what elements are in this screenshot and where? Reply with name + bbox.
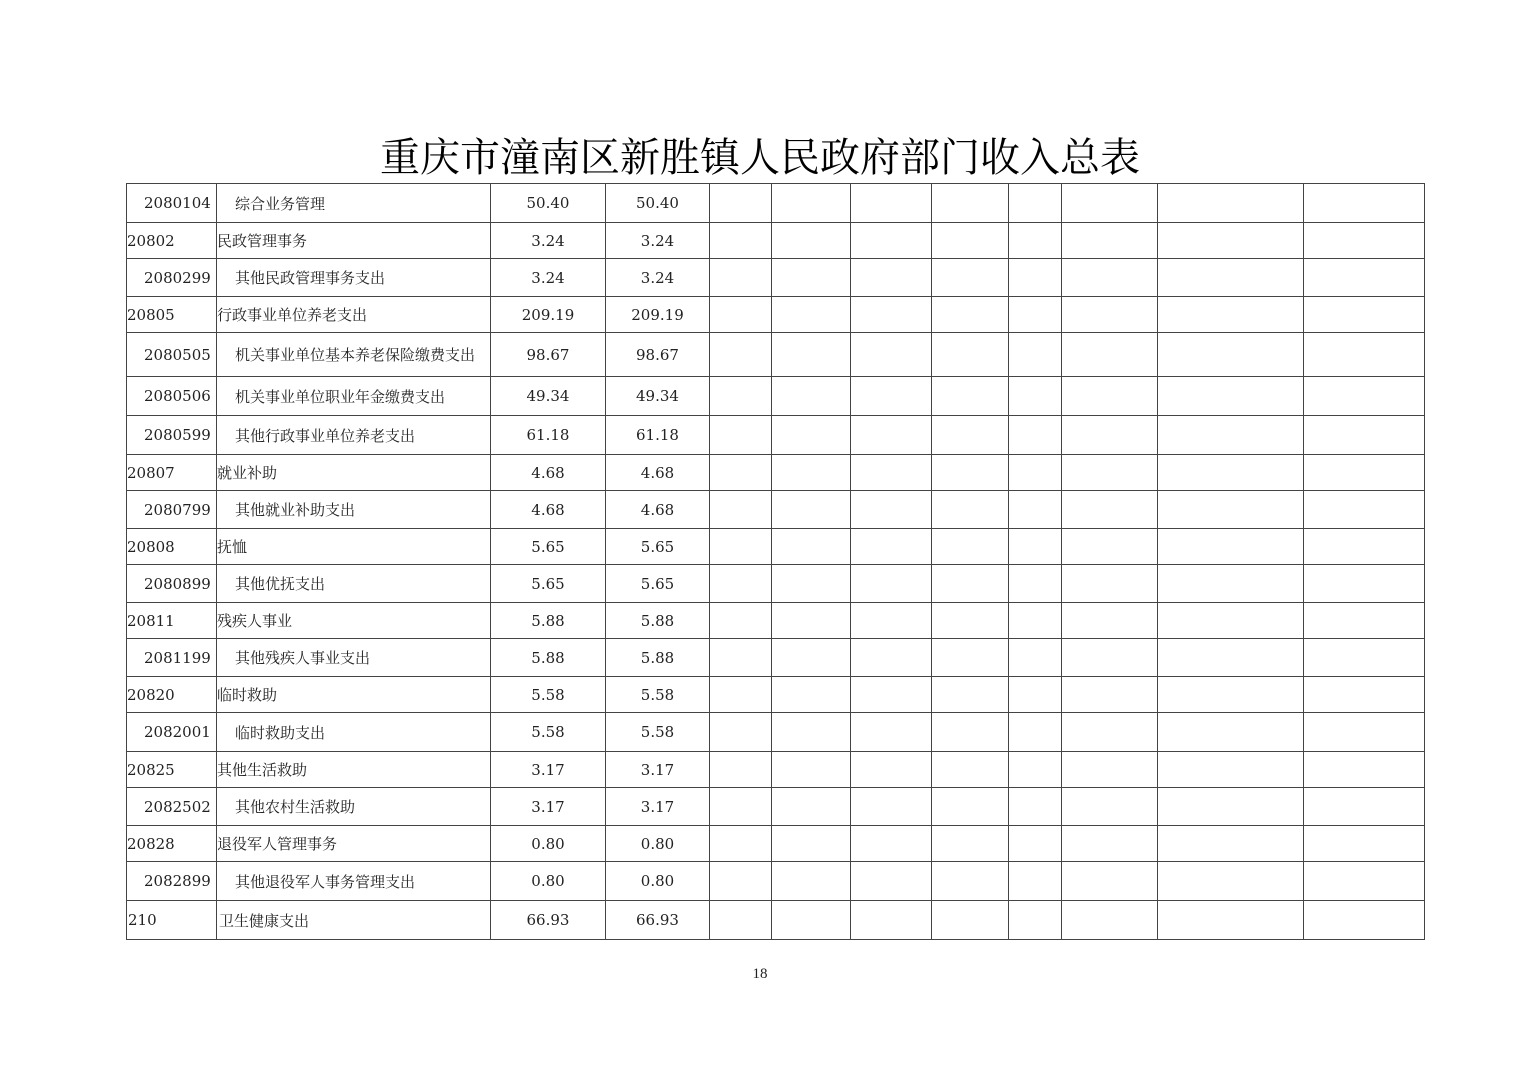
empty-cell: [772, 184, 851, 223]
total-cell: 0.80: [491, 826, 606, 862]
subject-code-cell: 2080104: [127, 184, 217, 223]
empty-cell: [710, 333, 772, 377]
empty-cell: [1158, 223, 1304, 259]
total-cell: 4.68: [491, 455, 606, 491]
empty-cell: [772, 529, 851, 565]
fiscal-appropriation-cell: 0.80: [606, 826, 710, 862]
subject-name-cell: 机关事业单位职业年金缴费支出: [217, 377, 491, 416]
table-row: [127, 491, 1425, 529]
empty-cell: [1158, 455, 1304, 491]
empty-cell: [1304, 184, 1425, 223]
empty-cell: [851, 455, 932, 491]
subject-name-cell: 其他优抚支出: [217, 565, 491, 603]
subject-code-cell: 20828: [127, 826, 217, 862]
empty-cell: [1062, 677, 1158, 713]
empty-cell: [710, 901, 772, 940]
empty-cell: [1062, 416, 1158, 455]
empty-cell: [1304, 826, 1425, 862]
empty-cell: [932, 639, 1009, 677]
total-cell: 66.93: [491, 901, 606, 940]
table-row: [127, 377, 1425, 416]
fiscal-appropriation-cell: 49.34: [606, 377, 710, 416]
total-cell: 50.40: [491, 184, 606, 223]
empty-cell: [1304, 491, 1425, 529]
empty-cell: [1158, 752, 1304, 788]
empty-cell: [851, 677, 932, 713]
empty-cell: [710, 223, 772, 259]
empty-cell: [1062, 826, 1158, 862]
table-row: [127, 333, 1425, 377]
empty-cell: [932, 826, 1009, 862]
empty-cell: [1009, 491, 1062, 529]
empty-cell: [851, 184, 932, 223]
empty-cell: [772, 491, 851, 529]
empty-cell: [1062, 529, 1158, 565]
empty-cell: [710, 259, 772, 297]
fiscal-appropriation-cell: 61.18: [606, 416, 710, 455]
empty-cell: [1158, 901, 1304, 940]
total-cell: 5.88: [491, 639, 606, 677]
subject-name-cell: 残疾人事业: [217, 603, 491, 639]
empty-cell: [772, 788, 851, 826]
empty-cell: [851, 491, 932, 529]
empty-cell: [1009, 259, 1062, 297]
table-row: [127, 529, 1425, 565]
empty-cell: [1062, 259, 1158, 297]
empty-cell: [1304, 603, 1425, 639]
empty-cell: [1062, 377, 1158, 416]
empty-cell: [772, 377, 851, 416]
empty-cell: [932, 333, 1009, 377]
empty-cell: [851, 223, 932, 259]
empty-cell: [1304, 377, 1425, 416]
empty-cell: [1009, 529, 1062, 565]
subject-code-cell: 20820: [127, 677, 217, 713]
empty-cell: [1062, 455, 1158, 491]
fiscal-appropriation-cell: 5.88: [606, 639, 710, 677]
empty-cell: [772, 901, 851, 940]
subject-code-cell: 2081199: [127, 639, 217, 677]
empty-cell: [772, 826, 851, 862]
empty-cell: [851, 377, 932, 416]
fiscal-appropriation-cell: 5.88: [606, 603, 710, 639]
empty-cell: [772, 259, 851, 297]
empty-cell: [1062, 565, 1158, 603]
empty-cell: [772, 333, 851, 377]
empty-cell: [772, 639, 851, 677]
empty-cell: [710, 677, 772, 713]
total-cell: 5.65: [491, 565, 606, 603]
subject-code-cell: 20811: [127, 603, 217, 639]
empty-cell: [932, 416, 1009, 455]
empty-cell: [1062, 184, 1158, 223]
empty-cell: [1304, 565, 1425, 603]
table-row: [127, 223, 1425, 259]
empty-cell: [772, 416, 851, 455]
empty-cell: [772, 455, 851, 491]
empty-cell: [1158, 603, 1304, 639]
empty-cell: [1062, 901, 1158, 940]
total-cell: 98.67: [491, 333, 606, 377]
fiscal-appropriation-cell: 5.58: [606, 677, 710, 713]
empty-cell: [1158, 565, 1304, 603]
empty-cell: [710, 603, 772, 639]
empty-cell: [1304, 297, 1425, 333]
empty-cell: [1009, 677, 1062, 713]
subject-code-cell: 20805: [127, 297, 217, 333]
fiscal-appropriation-cell: 4.68: [606, 455, 710, 491]
total-cell: 0.80: [491, 862, 606, 901]
fiscal-appropriation-cell: 5.58: [606, 713, 710, 752]
empty-cell: [851, 529, 932, 565]
empty-cell: [710, 565, 772, 603]
empty-cell: [1062, 752, 1158, 788]
fiscal-appropriation-cell: 3.17: [606, 752, 710, 788]
empty-cell: [1009, 297, 1062, 333]
empty-cell: [1158, 713, 1304, 752]
empty-cell: [1158, 259, 1304, 297]
subject-name-cell: 其他民政管理事务支出: [217, 259, 491, 297]
empty-cell: [1062, 333, 1158, 377]
fiscal-appropriation-cell: 50.40: [606, 184, 710, 223]
empty-cell: [932, 752, 1009, 788]
table-row: [127, 826, 1425, 862]
table-row: [127, 416, 1425, 455]
subject-code-cell: 20807: [127, 455, 217, 491]
empty-cell: [710, 826, 772, 862]
subject-code-cell: 210: [127, 901, 217, 940]
empty-cell: [1304, 901, 1425, 940]
empty-cell: [772, 297, 851, 333]
empty-cell: [1009, 333, 1062, 377]
total-cell: 49.34: [491, 377, 606, 416]
subject-name-cell: 退役军人管理事务: [217, 826, 491, 862]
fiscal-appropriation-cell: 3.24: [606, 223, 710, 259]
empty-cell: [1158, 826, 1304, 862]
subject-name-cell: 行政事业单位养老支出: [217, 297, 491, 333]
empty-cell: [1062, 297, 1158, 333]
empty-cell: [851, 752, 932, 788]
subject-name-cell: 就业补助: [217, 455, 491, 491]
fiscal-appropriation-cell: 98.67: [606, 333, 710, 377]
subject-code-cell: 2082502: [127, 788, 217, 826]
empty-cell: [710, 455, 772, 491]
fiscal-appropriation-cell: 4.68: [606, 491, 710, 529]
empty-cell: [772, 713, 851, 752]
empty-cell: [1158, 862, 1304, 901]
total-cell: 5.65: [491, 529, 606, 565]
subject-name-cell: 其他就业补助支出: [217, 491, 491, 529]
empty-cell: [1304, 259, 1425, 297]
empty-cell: [1304, 416, 1425, 455]
empty-cell: [1062, 788, 1158, 826]
empty-cell: [1158, 788, 1304, 826]
empty-cell: [772, 223, 851, 259]
empty-cell: [851, 416, 932, 455]
empty-cell: [772, 565, 851, 603]
empty-cell: [1158, 529, 1304, 565]
empty-cell: [1304, 752, 1425, 788]
table-row: [127, 677, 1425, 713]
empty-cell: [851, 713, 932, 752]
empty-cell: [932, 603, 1009, 639]
total-cell: 3.24: [491, 223, 606, 259]
revenue-table: [126, 183, 1425, 940]
empty-cell: [1062, 223, 1158, 259]
empty-cell: [772, 752, 851, 788]
empty-cell: [1158, 416, 1304, 455]
subject-name-cell: 临时救助支出: [217, 713, 491, 752]
fiscal-appropriation-cell: 209.19: [606, 297, 710, 333]
fiscal-appropriation-cell: 66.93: [606, 901, 710, 940]
empty-cell: [1009, 713, 1062, 752]
empty-cell: [932, 788, 1009, 826]
total-cell: 61.18: [491, 416, 606, 455]
empty-cell: [1304, 788, 1425, 826]
fiscal-appropriation-cell: 5.65: [606, 565, 710, 603]
empty-cell: [1009, 223, 1062, 259]
table-row: [127, 862, 1425, 901]
table-row: [127, 565, 1425, 603]
fiscal-appropriation-cell: 3.24: [606, 259, 710, 297]
table-row: [127, 901, 1425, 940]
empty-cell: [710, 184, 772, 223]
total-cell: 3.17: [491, 788, 606, 826]
empty-cell: [932, 184, 1009, 223]
subject-name-cell: 其他退役军人事务管理支出: [217, 862, 491, 901]
subject-name-cell: 其他生活救助: [217, 752, 491, 788]
empty-cell: [932, 713, 1009, 752]
empty-cell: [1304, 713, 1425, 752]
empty-cell: [932, 901, 1009, 940]
table-row: [127, 788, 1425, 826]
subject-name-cell: 其他农村生活救助: [217, 788, 491, 826]
subject-code-cell: 20808: [127, 529, 217, 565]
total-cell: 209.19: [491, 297, 606, 333]
empty-cell: [851, 259, 932, 297]
subject-name-cell: 综合业务管理: [217, 184, 491, 223]
empty-cell: [1009, 639, 1062, 677]
empty-cell: [710, 752, 772, 788]
empty-cell: [710, 297, 772, 333]
empty-cell: [1062, 639, 1158, 677]
empty-cell: [710, 788, 772, 826]
subject-name-cell: 民政管理事务: [217, 223, 491, 259]
empty-cell: [1009, 752, 1062, 788]
total-cell: 3.24: [491, 259, 606, 297]
empty-cell: [932, 491, 1009, 529]
table-row: [127, 713, 1425, 752]
empty-cell: [932, 297, 1009, 333]
subject-code-cell: 20825: [127, 752, 217, 788]
total-cell: 4.68: [491, 491, 606, 529]
empty-cell: [1009, 377, 1062, 416]
empty-cell: [851, 901, 932, 940]
subject-code-cell: 2080599: [127, 416, 217, 455]
empty-cell: [1158, 491, 1304, 529]
empty-cell: [1062, 603, 1158, 639]
empty-cell: [1158, 377, 1304, 416]
empty-cell: [1158, 297, 1304, 333]
empty-cell: [851, 565, 932, 603]
empty-cell: [1009, 184, 1062, 223]
empty-cell: [932, 529, 1009, 565]
empty-cell: [710, 491, 772, 529]
subject-name-cell: 卫生健康支出: [217, 901, 491, 940]
page-number: 18: [752, 966, 768, 982]
table-row: [127, 639, 1425, 677]
empty-cell: [851, 603, 932, 639]
subject-code-cell: 2082001: [127, 713, 217, 752]
empty-cell: [772, 603, 851, 639]
subject-code-cell: 2080505: [127, 333, 217, 377]
subject-name-cell: 其他行政事业单位养老支出: [217, 416, 491, 455]
empty-cell: [1009, 901, 1062, 940]
empty-cell: [1009, 603, 1062, 639]
empty-cell: [710, 713, 772, 752]
empty-cell: [932, 377, 1009, 416]
empty-cell: [1009, 862, 1062, 901]
empty-cell: [710, 377, 772, 416]
table-row: [127, 455, 1425, 491]
empty-cell: [1304, 677, 1425, 713]
empty-cell: [851, 788, 932, 826]
subject-name-cell: 临时救助: [217, 677, 491, 713]
empty-cell: [710, 862, 772, 901]
table-row: [127, 297, 1425, 333]
empty-cell: [1062, 713, 1158, 752]
empty-cell: [851, 639, 932, 677]
page-title: 重庆市潼南区新胜镇人民政府部门收入总表: [380, 135, 1140, 181]
subject-name-cell: 抚恤: [217, 529, 491, 565]
empty-cell: [1062, 491, 1158, 529]
empty-cell: [932, 677, 1009, 713]
empty-cell: [1304, 529, 1425, 565]
fiscal-appropriation-cell: 5.65: [606, 529, 710, 565]
empty-cell: [932, 455, 1009, 491]
empty-cell: [851, 333, 932, 377]
empty-cell: [1062, 862, 1158, 901]
table-row: [127, 752, 1425, 788]
empty-cell: [1009, 826, 1062, 862]
empty-cell: [1158, 639, 1304, 677]
empty-cell: [710, 529, 772, 565]
empty-cell: [851, 862, 932, 901]
empty-cell: [1304, 223, 1425, 259]
subject-code-cell: 2082899: [127, 862, 217, 901]
fiscal-appropriation-cell: 3.17: [606, 788, 710, 826]
empty-cell: [932, 565, 1009, 603]
empty-cell: [851, 826, 932, 862]
empty-cell: [710, 639, 772, 677]
table-row: [127, 184, 1425, 223]
subject-code-cell: 2080299: [127, 259, 217, 297]
total-cell: 5.58: [491, 677, 606, 713]
empty-cell: [1304, 862, 1425, 901]
empty-cell: [772, 677, 851, 713]
empty-cell: [1304, 639, 1425, 677]
total-cell: 3.17: [491, 752, 606, 788]
empty-cell: [1009, 788, 1062, 826]
subject-code-cell: 20802: [127, 223, 217, 259]
empty-cell: [1009, 416, 1062, 455]
subject-code-cell: 2080899: [127, 565, 217, 603]
empty-cell: [1009, 455, 1062, 491]
empty-cell: [1009, 565, 1062, 603]
empty-cell: [1158, 333, 1304, 377]
subject-code-cell: 2080799: [127, 491, 217, 529]
empty-cell: [1304, 333, 1425, 377]
empty-cell: [1304, 455, 1425, 491]
subject-code-cell: 2080506: [127, 377, 217, 416]
table-body: [127, 184, 1425, 940]
empty-cell: [1158, 184, 1304, 223]
empty-cell: [851, 297, 932, 333]
total-cell: 5.58: [491, 713, 606, 752]
table-row: [127, 259, 1425, 297]
empty-cell: [932, 259, 1009, 297]
empty-cell: [932, 223, 1009, 259]
empty-cell: [710, 416, 772, 455]
empty-cell: [932, 862, 1009, 901]
subject-name-cell: 机关事业单位基本养老保险缴费支出: [217, 333, 491, 377]
subject-name-cell: 其他残疾人事业支出: [217, 639, 491, 677]
empty-cell: [1158, 677, 1304, 713]
fiscal-appropriation-cell: 0.80: [606, 862, 710, 901]
total-cell: 5.88: [491, 603, 606, 639]
empty-cell: [772, 862, 851, 901]
table-row: [127, 603, 1425, 639]
